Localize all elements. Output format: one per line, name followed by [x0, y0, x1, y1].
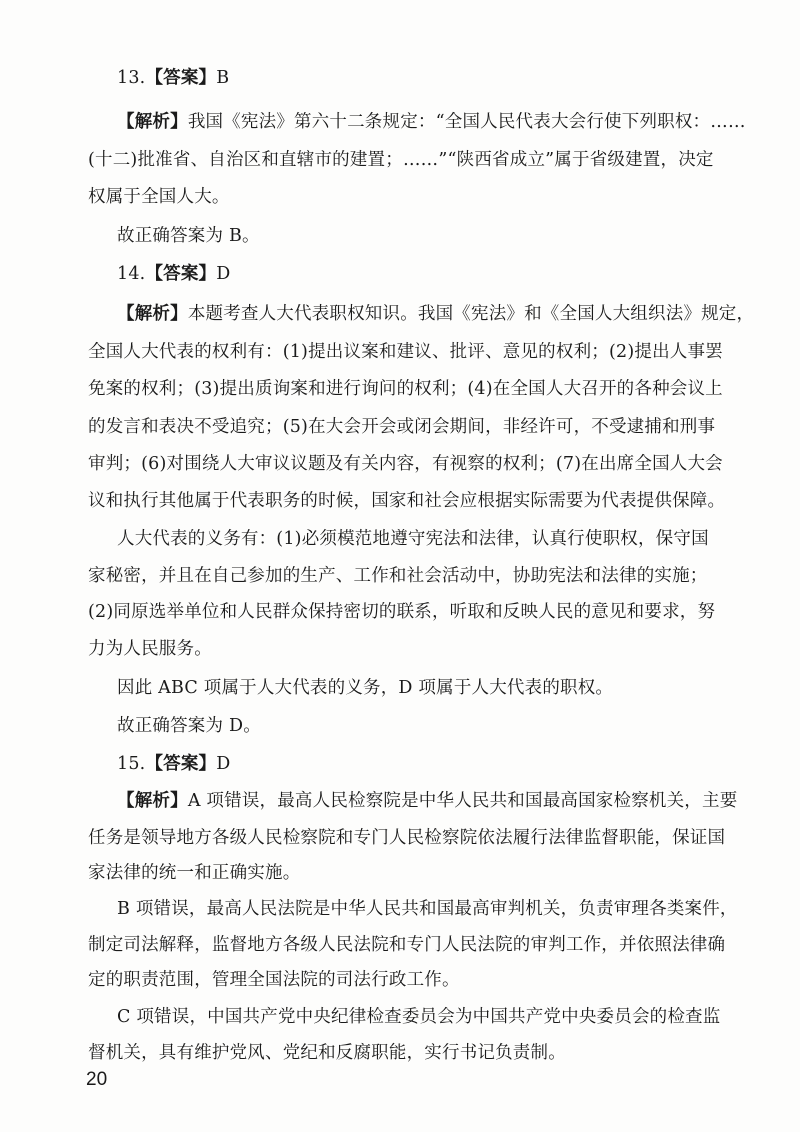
q13-answer-tag: 【答案】	[145, 68, 217, 88]
q15-c-text-2: 督机关，具有维护党风、党纪和反腐职能，实行书记负责制。	[88, 1043, 566, 1063]
page-number: 20	[86, 1069, 108, 1090]
q15-a-text-2: 任务是领导地方各级人民检察院和专门人民检察院依法履行法律监督职能，保证国	[88, 828, 726, 848]
q15-a-text-1: A 项错误，最高人民检察院是中华人民共和国最高国家检察机关，主要	[187, 791, 738, 811]
q15-b-text-2: 制定司法解释，监督地方各级人民法院和专门人民法院的审判工作，并依照法律确	[88, 935, 726, 955]
q14-analysis-text-5: 审判；(6)对围绕人大审议议题及有关内容，有视察的权利；(7)在出席全国人大会	[88, 454, 723, 474]
q14-analysis-text-6: 议和执行其他属于代表职务的时候，国家和社会应根据实际需要为代表提供保障。	[88, 491, 726, 511]
q13-analysis-text-3: 权属于全国人大。	[88, 187, 230, 207]
q13-analysis-text-2: (十二)批准省、自治区和直辖市的建置；……”“陕西省成立”属于省级建置，决定	[88, 150, 714, 170]
q13-answer-line	[117, 66, 229, 90]
q15-number: 15.	[117, 754, 146, 774]
q14-analysis-text-1: 本题考查人大代表职权知识。我国《宪法》和《全国人大组织法》规定，	[187, 304, 755, 324]
q14-duty-text-4: 力为人民服务。	[88, 639, 212, 659]
q13-number: 13.	[117, 68, 146, 88]
q13-analysis-text-1: 我国《宪法》第六十二条规定：“全国人民代表大会行使下列职权：……	[187, 112, 746, 132]
q15-c-text-1: C 项错误，中国共产党中央纪律检查委员会为中国共产党中央委员会的检查监	[117, 1007, 721, 1027]
q14-analysis-text-4: 的发言和表决不受追究；(5)在大会开会或闭会期间，非经许可，不受逮捕和刑事	[88, 417, 716, 437]
q14-conclusion: 故正确答案为 D。	[117, 716, 261, 736]
q14-therefore: 因此 ABC 项属于人大代表的义务，D 项属于人大代表的职权。	[117, 678, 614, 698]
q14-duty-text-3: (2)同原选举单位和人民群众保持密切的联系，听取和反映人民的意见和要求，努	[88, 602, 716, 622]
q13-conclusion: 故正确答案为 B。	[117, 226, 260, 246]
q15-analysis-tag: 【解析】	[117, 791, 188, 811]
q14-analysis-line	[117, 302, 754, 326]
q15-answer-line	[117, 752, 230, 776]
q13-analysis-tag: 【解析】	[117, 112, 188, 132]
q15-analysis-line	[117, 789, 737, 813]
q15-a-text-3: 家法律的统一和正确实施。	[88, 863, 301, 883]
q15-b-text-3: 定的职责范围，管理全国法院的司法行政工作。	[88, 970, 460, 990]
q14-duty-text-1: 人大代表的义务有：(1)必须模范地遵守宪法和法律，认真行使职权，保守国	[117, 529, 709, 549]
q15-answer-value: D	[216, 754, 231, 774]
q14-answer-line	[117, 262, 230, 286]
q14-duty-text-2: 家秘密，并且在自己参加的生产、工作和社会活动中，协助宪法和法律的实施；	[88, 566, 708, 586]
q14-answer-value: D	[216, 264, 231, 284]
q14-answer-tag: 【答案】	[145, 264, 217, 284]
q15-b-text-1: B 项错误，最高人民法院是中华人民共和国最高审判机关，负责审理各类案件，	[117, 899, 738, 919]
q15-answer-tag: 【答案】	[145, 754, 217, 774]
q14-analysis-text-3: 免案的权利；(3)提出质询案和进行询问的权利；(4)在全国人大召开的各种会议上	[88, 379, 723, 399]
q14-analysis-text-2: 全国人大代表的权利有：(1)提出议案和建议、批评、意见的权利；(2)提出人事罢	[88, 342, 723, 362]
q14-number: 14.	[117, 264, 146, 284]
q14-analysis-tag: 【解析】	[117, 304, 188, 324]
q13-answer-value: B	[216, 68, 230, 88]
q13-analysis-line	[117, 110, 746, 134]
